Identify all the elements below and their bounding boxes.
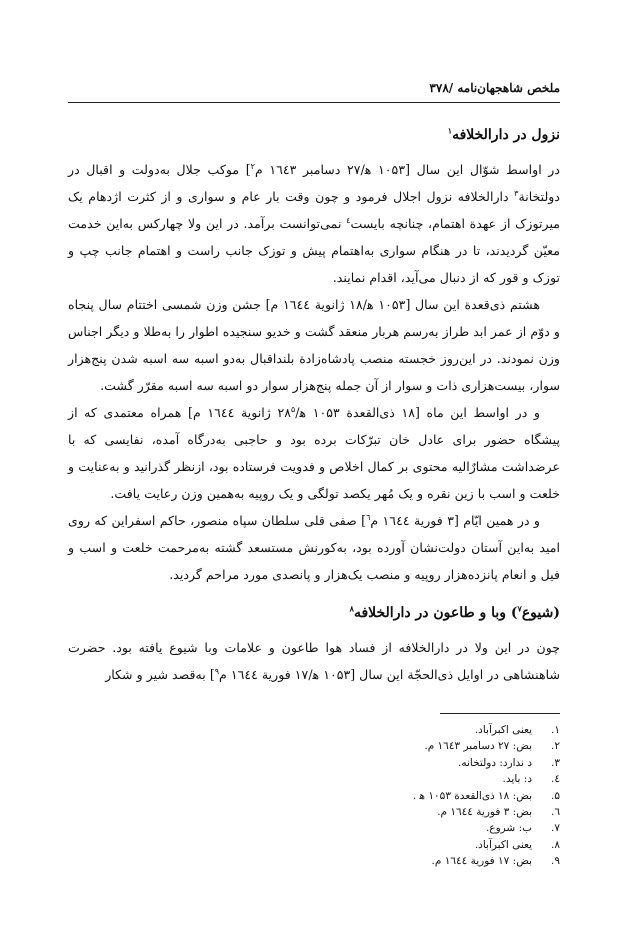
footnote-number: ۵. [551,789,560,802]
footnote-item [68,804,560,820]
footnote-ref: ۱ [447,125,453,136]
paragraph: هشتم ذی‌قعدة این سال [۱۰۵۳ ﻫ/۱۸ ژانویة ۱٦٤٤ م] جشن وزن شمسی اختتام سال پنجاه و دوّم از عمر ابد طراز به‌رسم هربار منعقد گشت و خدیو سنجیده اطوار را به‌طلا و دیگر اجناس وزن نمودند. در این‌روز خجسته منصب پادشاه‌زادة بلنداقبال به‌دو اسبه سه اسبه شدن پنج‌هزار سوار، بیست‌هزاری ذات و سوار از آن جمله پنج‌هزار سوار دو اسبه سه اسبه مقرّر گشت. [68,297,560,393]
footnote-ref: ۸ [349,603,354,614]
footnote-item [68,853,560,869]
header-title: ملخص شاهجهان‌نامه /۳۷۸ [429,81,560,95]
footnote-ref: ٦ [366,512,371,522]
footnote-text: یعنی اکبرآباد. [474,838,532,851]
heading-text: ) وبا و طاعون در دارالخلافه [353,605,518,621]
footnote-number: ۸. [551,838,560,851]
heading-text: (شیوع [521,605,560,621]
footnote-item [68,820,560,836]
text-run: ] صفی قلی سلطان سپاه منصور، حاکم اسفراین که روی امید به‌این آستان دولت‌نشان آورده بود، به‌کورنش مستسعد گشته به‌مرحمت خلعت و اسب و فیل و انعام پانزده‌هزار روپیه و منصب یک‌هزار و پانصدی مورد مراحم گردید. [68,513,560,582]
text-run: دارالخلافه نزول اجلال فرمود و چون وقت بار عام و سواری و از کثرت اژدهام یک میرتوزک از عهدة اهتمام، چنانچه بایست [68,189,560,231]
text-run: در اواسط شوّال این سال [۱۰۵۳ ﻫ/۲۷ دسامبر ۱٦٤۳ م [254,162,560,177]
footnote-text: بض: ۲۷ دسامبر ۱٦٤۳ م. [424,740,532,753]
running-header [68,78,560,103]
footnote-text: بض: ۱۸ ذی‌القعدة ۱۰۵۳ ﻫ . [412,789,532,802]
footnote-item [68,738,560,754]
text-run: نمی‌توانست برآمد. در این ولا چهارکس به‌این خدمت معیّن گردیدند، تا در هنگام سواری به‌اهتمام پیش و توزک جانب راست و اهتمام جانب چپ و توزک و قور که از دنبال می‌آید، اقدام نمایند. [68,216,560,285]
footnote-item [68,788,560,804]
paragraph [68,634,560,688]
text-run: چون در این ولا در دارالخلافه از فساد هوا طاعون و علامات وبا شیوع یافته بود. حضرت شاهنشاهی در اوایل ذی‌الحجّة این سال [۱۰۵۳ ﻫ/۱۷ فوریة ۱٦٤٤ م [68,640,560,682]
footnote-list [68,722,560,870]
footnote-ref: ۹ [214,666,220,676]
footnote-text: بض: ۱۷ فوریة ۱٦٤٤ م. [431,855,532,868]
footnote-ref: ۵ [290,404,296,414]
footnote-ref: ٤ [346,215,351,225]
text-run: ] به‌قصد شیر و شکار [105,667,215,682]
footnote-text: یعنی اکبرآباد. [474,724,532,736]
footnote-text: ب: شروع. [485,822,532,835]
heading-text: نزول در دارالخلافه [452,127,560,143]
footnote-number: ۳. [551,756,560,769]
main-text [68,118,560,688]
footnote-number: ۷. [551,822,560,835]
text-run: ] موکب جلال به‌دولت و اقبال در دولتخانة [68,162,560,204]
paragraph [68,507,560,588]
footnote-text: د: باید. [502,773,532,786]
footnote-ref: ۳ [514,188,519,198]
footnote-number: ۱. [551,724,560,736]
footnote-text: د ندارد: دولتخانه. [458,756,532,769]
text-run: ژانویة ۱٦٤٤ م] همراه معتمدی که از پیشگاه حضور برای عادل خان تبرّکات برده بود و حاجبی به‌درگاه آمده، نفایسی که با عرضداشت مشارٌالیه محتوی بر کمال اخلاص و فدویت فرستاده بود، ازنظر گذرانید و به‌عنایت و خلعت و اسب با زین نقره و یک مُهر یکصد تولگی و یک روپیه به‌همین وزن رعایت یافت. [68,405,560,501]
text-run: و در اواسط این ماه [۱۸ ذی‌القعدة ۱۰۵۳ ﻫ/۲۸ [277,405,541,420]
footnote-item [68,837,560,853]
footnote-item [68,755,560,771]
footnote-ref: ۲ [250,161,255,171]
footnote-item [68,722,560,738]
footnote-ref: ۷ [517,603,522,614]
footnote-number: ۹. [551,855,560,868]
section-heading-arrival [68,124,560,146]
text-run: و در همین ایّام [۳ فوریة ۱٦٤٤ م [370,513,540,528]
footnote-divider [440,713,560,714]
section-heading-plague [68,602,560,624]
footnote-item [68,771,560,787]
footnotes [68,713,560,870]
footnote-number: ٦. [551,806,560,819]
footnote-number: ۲. [551,740,560,753]
paragraph [68,156,560,291]
footnote-number: ٤. [551,773,560,786]
footnote-text: بض: ۳ فوریة ۱٦٤٤ م. [437,806,532,819]
paragraph [68,399,560,507]
